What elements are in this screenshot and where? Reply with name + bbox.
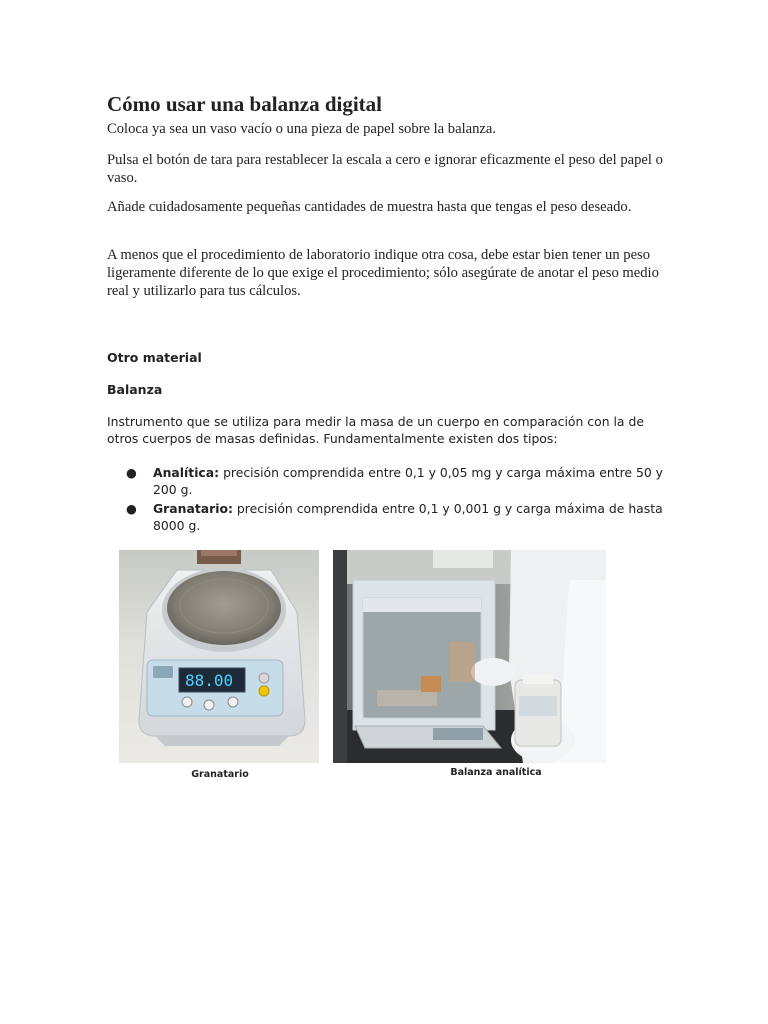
granatario-photo bbox=[119, 550, 319, 763]
step-2: Pulsa el botón de tara para restablecer la escala a cero e ignorar eficazmente el peso del papel o vaso. bbox=[107, 152, 663, 186]
section-subheading: Balanza bbox=[107, 382, 163, 397]
list-item bbox=[126, 464, 666, 498]
list-item-text bbox=[153, 464, 666, 498]
type-name: Analítica: bbox=[153, 465, 220, 480]
type-name: Granatario: bbox=[153, 501, 233, 516]
step-1: Coloca ya sea un vaso vacío o una pieza de papel sobre la balanza. bbox=[107, 121, 497, 137]
step-4: A menos que el procedimiento de laboratorio indique otra cosa, debe estar bien tener un peso ligeramente diferente de lo que exige el procedimiento; sólo asegúrate de anotar el peso medio real y utilizarlo para tus cálculos. bbox=[107, 247, 659, 299]
type-text: precisión comprendida entre 0,1 y 0,001 g y carga máxima de hasta 8000 g. bbox=[153, 501, 663, 533]
balance-description: Instrumento que se utiliza para medir la masa de un cuerpo en comparación con la de otros cuerpos de masas definidas. Fundamentalmente existen dos tipos: bbox=[107, 414, 644, 446]
page-title: Cómo usar una balanza digital bbox=[107, 92, 382, 116]
type-text: precisión comprendida entre 0,1 y 0,05 mg y carga máxima entre 50 y 200 g. bbox=[153, 465, 664, 497]
list-item-text bbox=[153, 500, 666, 534]
bullet-icon: ● bbox=[126, 465, 137, 480]
list-item bbox=[126, 500, 666, 534]
balanza-analitica-photo bbox=[333, 550, 606, 763]
bullet-icon: ● bbox=[126, 501, 137, 516]
section-heading: Otro material bbox=[107, 350, 202, 365]
figure-caption-balanza-analitica: Balanza analítica bbox=[450, 767, 542, 778]
figure-caption-granatario: Granatario bbox=[191, 769, 249, 780]
scale-display-readout: 88.00 bbox=[185, 671, 234, 690]
step-3: Añade cuidadosamente pequeñas cantidades de muestra hasta que tengas el peso deseado. bbox=[107, 199, 632, 215]
